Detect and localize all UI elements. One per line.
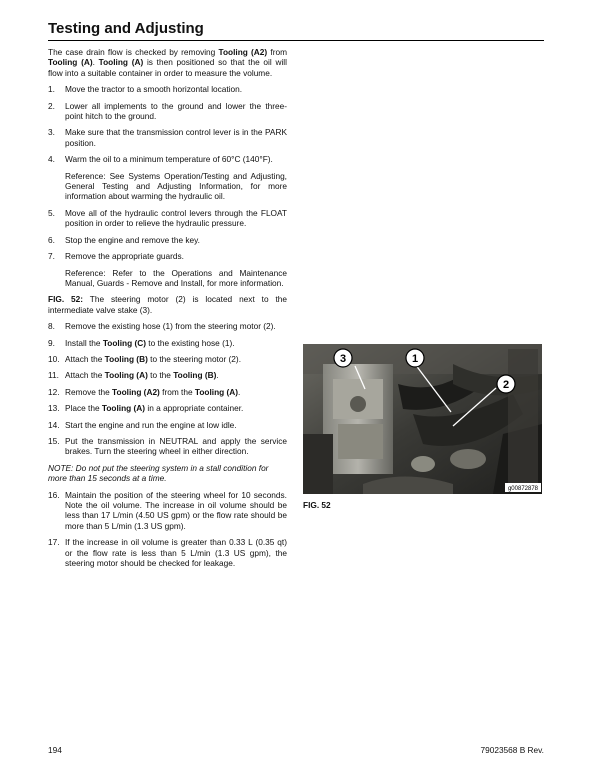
step-number: 12. [48, 386, 60, 397]
image-id-label: g00872878 [507, 486, 539, 492]
step-item [48, 208, 287, 229]
step-number: 4. [48, 154, 55, 165]
step-text: Lower all implements to the ground and lower the three-point hitch to the ground. [65, 100, 287, 122]
step-item [48, 321, 287, 331]
step-item [48, 403, 287, 413]
step-text-part: from the [159, 386, 195, 397]
step-text: Start the engine and run the engine at low idle. [65, 419, 237, 430]
step-text-part: Attach the [65, 370, 105, 381]
step-number: 7. [48, 251, 55, 262]
step-item [48, 235, 287, 245]
step-text: Remove the appropriate guards. [65, 251, 184, 262]
step-text [65, 354, 287, 364]
step-text-part: in a appropriate container. [145, 403, 244, 414]
step-text-part: Remove the [65, 386, 113, 397]
figure-reference-paragraph [48, 294, 287, 315]
step-text-part: Install the [65, 337, 103, 348]
step-text [65, 387, 287, 397]
step-text-bold: Tooling (B) [173, 370, 217, 381]
step-item [48, 154, 287, 164]
step-text: Stop the engine and remove the key. [65, 234, 200, 245]
step-item [48, 387, 287, 397]
intro-text: The case drain flow is checked by removing [48, 47, 219, 57]
figure-caption: FIG. 52 [303, 500, 331, 510]
intro-paragraph [48, 47, 287, 78]
step-text-part: to the steering motor (2). [147, 353, 241, 364]
page-number: 194 [48, 745, 62, 755]
callout-1 [406, 349, 424, 367]
step-text-bold: Tooling (C) [102, 337, 146, 348]
figure-reference-text: The steering motor (2) is located next to the intermediate valve stake (3). [48, 294, 288, 315]
step-item [48, 84, 287, 94]
step-text-part: to the [147, 370, 174, 381]
step-text-bold: Tooling (A2) [112, 386, 160, 397]
step-text [65, 338, 287, 348]
step-number: 15. [48, 435, 60, 446]
step-text-part: . [216, 370, 219, 381]
step-text-bold: Tooling (A) [101, 403, 146, 414]
step-number: 10. [48, 353, 60, 364]
step-number: 8. [48, 321, 55, 332]
text-column [48, 47, 287, 574]
note-text: Do not put the steering system in a stall condition for more than 15 seconds at a time. [48, 462, 269, 484]
intro-text: . [92, 57, 99, 68]
step-text-part: Attach the [65, 353, 105, 364]
reference-note: Reference: Refer to the Operations and Maintenance Manual, Guards - Remove and Install, for more information. [65, 267, 287, 288]
step-number: 6. [48, 234, 55, 245]
intro-text: is then positioned so that the oil will flow into a suitable container in order to measure the volume. [48, 57, 287, 78]
step-text: Move the tractor to a smooth horizontal location. [65, 84, 243, 95]
step-number: 16. [48, 489, 60, 500]
step-text-bold: Tooling (A) [104, 370, 148, 381]
step-number: 13. [48, 403, 60, 414]
step-text-part: Place the [65, 403, 102, 414]
step-item [48, 338, 287, 348]
step-text [65, 403, 287, 413]
callout-label: 2 [502, 379, 510, 391]
step-number: 14. [48, 419, 60, 430]
step-text: Remove the existing hose (1) from the steering motor (2). [65, 321, 276, 332]
intro-bold: Tooling (A2) [218, 47, 268, 57]
note-label: NOTE: [48, 462, 74, 473]
step-text-bold: Tooling (B) [104, 353, 148, 364]
step-item [48, 370, 287, 380]
figure-label: FIG. 52: [48, 294, 84, 305]
step-item [48, 490, 287, 532]
callout-2 [497, 375, 515, 393]
intro-bold: Tooling (A) [98, 57, 144, 68]
step-text-part: to the existing hose (1). [146, 337, 235, 348]
steering-motor-photo [303, 344, 542, 494]
figure-photo [303, 344, 542, 494]
callout-label: 3 [339, 353, 347, 365]
title-rule [48, 40, 544, 41]
step-text: If the increase in oil volume is greater than 0.33 L (0.35 qt) or the flow rate is less than 5 L/min (1.3 US gpm), the steering motor should be checked for leakage. [65, 537, 287, 569]
step-item [48, 354, 287, 364]
page-title: Testing and Adjusting [48, 20, 204, 37]
step-number: 17. [48, 537, 60, 548]
step-number: 3. [48, 127, 55, 138]
step-number: 1. [48, 84, 55, 95]
step-text [65, 370, 287, 380]
step-text: Make sure that the transmission control lever is in the PARK position. [65, 127, 287, 148]
intro-text: from [267, 47, 287, 57]
reference-note: Reference: See Systems Operation/Testing and Adjusting, General Testing and Adjusting Information, for more information about warming the hydraulic oil. [65, 170, 287, 202]
callout-3 [334, 349, 352, 367]
step-text: Put the transmission in NEUTRAL and apply the service brakes. Turn the steering wheel in either direction. [65, 435, 287, 457]
step-item [48, 436, 287, 457]
step-item [48, 127, 287, 148]
step-text: Move all of the hydraulic control levers through the FLOAT position in order to relieve the hydraulic pressure. [65, 207, 287, 229]
step-number: 9. [48, 337, 55, 348]
step-number: 5. [48, 207, 55, 218]
document-number: 79023568 B Rev. [480, 745, 544, 755]
step-item [48, 420, 287, 430]
intro-bold: Tooling (A) [48, 57, 93, 68]
step-number: 2. [48, 100, 55, 111]
step-item [48, 537, 287, 568]
step-text-part: . [238, 386, 241, 397]
step-item [48, 251, 287, 261]
step-text-bold: Tooling (A) [194, 386, 239, 397]
step-number: 11. [48, 370, 59, 381]
step-text: Maintain the position of the steering wheel for 10 seconds. Note the oil volume. The increase in oil volume should be less than 17 L/min (4.50 US gpm) or the flow rate should be more than 5 L/min (1.3 US gpm). [65, 489, 287, 531]
note-block [48, 463, 287, 484]
step-text: Warm the oil to a minimum temperature of 60°C (140°F). [65, 154, 273, 165]
step-item [48, 101, 287, 122]
callout-label: 1 [411, 353, 419, 365]
